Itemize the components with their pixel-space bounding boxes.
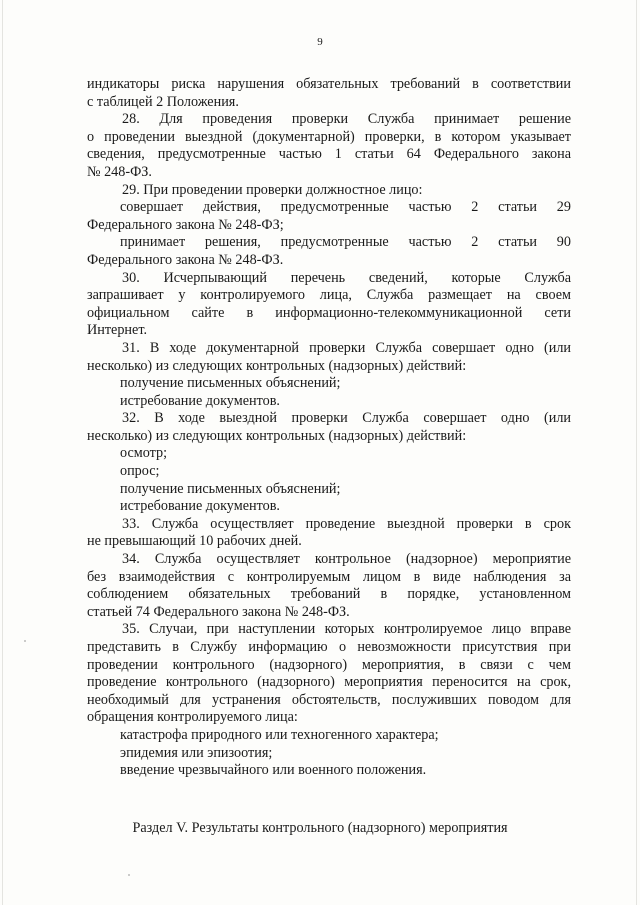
list-item: [87, 463, 571, 481]
text-line: представить в Службу информацию о невозможности присутствия при: [87, 639, 571, 655]
text-line: 29. При проведении проверки должностное лицо:: [122, 181, 423, 198]
text-line: 33. Служба осуществляет проведение выездной проверки в срок: [122, 515, 571, 532]
list-item: [87, 745, 571, 763]
text-line: запрашивает у контролируемого лица, Служба размещает на своем: [87, 287, 571, 304]
paragraph-34: [87, 551, 571, 621]
text-line: индикаторы риска нарушения обязательных требований в соответствии: [87, 76, 571, 92]
text-line: несколько) из следующих контрольных (надзорных) действий:: [87, 427, 467, 444]
list-item: [87, 498, 571, 516]
text-line: получение письменных объяснений;: [120, 375, 341, 392]
list-item: [87, 481, 571, 499]
text-line: истребование документов.: [120, 498, 280, 515]
page-number: 9: [317, 36, 323, 48]
list-item: [87, 199, 571, 234]
scan-right-edge: [636, 0, 637, 905]
paragraph-29: [87, 182, 571, 200]
text-line: истребование документов.: [120, 392, 280, 409]
list-item: [87, 727, 571, 745]
scan-speck: [128, 874, 130, 876]
text-line: о проведении выездной (документарной) проверки, в котором указывает: [87, 128, 571, 145]
text-line: проведение контрольного (надзорного) мероприятия переносится на срок,: [87, 674, 571, 691]
list-item: [87, 393, 571, 411]
paragraph: [87, 76, 571, 111]
paragraph-31: [87, 340, 571, 375]
text-line: обращения контролируемого лица:: [87, 709, 298, 726]
list-item: [87, 445, 571, 463]
text-line: проведении контрольного (надзорного) мероприятия, в связи с чем: [87, 656, 571, 673]
text-line: введение чрезвычайного или военного положения.: [120, 762, 427, 779]
text-line: осмотр;: [120, 445, 168, 462]
text-line: № 248-ФЗ.: [87, 163, 152, 180]
text-line: 28. Для проведения проверки Служба принимает решение: [122, 111, 571, 128]
text-line: без взаимодействия с контролируемым лицом в виде наблюдения за: [87, 568, 571, 585]
paragraph-30: [87, 270, 571, 340]
text-line: Федерального закона № 248-ФЗ;: [87, 216, 284, 233]
text-line: совершает действия, предусмотренные частью 2 статьи 29: [120, 199, 571, 216]
paragraph-32: [87, 410, 571, 445]
document-body: [87, 76, 571, 780]
text-line: катастрофа природного или техногенного характера;: [120, 726, 439, 743]
paragraph-33: [87, 516, 571, 551]
text-line: соблюдением обязательных требований в порядке, установленном: [87, 586, 571, 603]
text-line: 30. Исчерпывающий перечень сведений, которые Служба: [122, 269, 571, 286]
scan-speck: [24, 640, 26, 642]
paragraph-28: [87, 111, 571, 181]
text-line: официальном сайте в информационно-телекоммуникационной сети: [87, 304, 571, 321]
text-line: получение письменных объяснений;: [120, 480, 341, 497]
list-item: [87, 375, 571, 393]
list-item: [87, 234, 571, 269]
scan-left-edge: [2, 0, 3, 905]
text-line: с таблицей 2 Положения.: [87, 93, 239, 110]
text-line: 31. В ходе документарной проверки Служба совершает одно (или: [122, 339, 571, 356]
text-line: статьей 74 Федерального закона № 248-ФЗ.: [87, 603, 350, 620]
text-line: Федерального закона № 248-ФЗ.: [87, 251, 284, 268]
text-line: несколько) из следующих контрольных (надзорных) действий:: [87, 357, 467, 374]
text-line: опрос;: [120, 463, 160, 480]
paragraph-35: [87, 621, 571, 727]
text-line: Интернет.: [87, 322, 147, 339]
text-line: не превышающий 10 рабочих дней.: [87, 533, 302, 550]
section-heading: Раздел V. Результаты контрольного (надзорного) мероприятия: [132, 820, 508, 836]
list-item: [87, 762, 571, 780]
text-line: принимает решения, предусмотренные частью 2 статьи 90: [120, 234, 571, 251]
text-line: необходимый для устранения обстоятельств, послуживших поводом для: [87, 691, 571, 708]
text-line: 35. Случаи, при наступлении которых контролируемое лицо вправе: [122, 621, 571, 638]
text-line: эпидемия или эпизоотия;: [120, 744, 273, 761]
text-line: 32. В ходе выездной проверки Служба совершает одно (или: [122, 410, 571, 427]
text-line: 34. Служба осуществляет контрольное (надзорное) мероприятие: [122, 551, 571, 568]
text-line: сведения, предусмотренные частью 1 статьи 64 Федерального закона: [87, 146, 571, 163]
